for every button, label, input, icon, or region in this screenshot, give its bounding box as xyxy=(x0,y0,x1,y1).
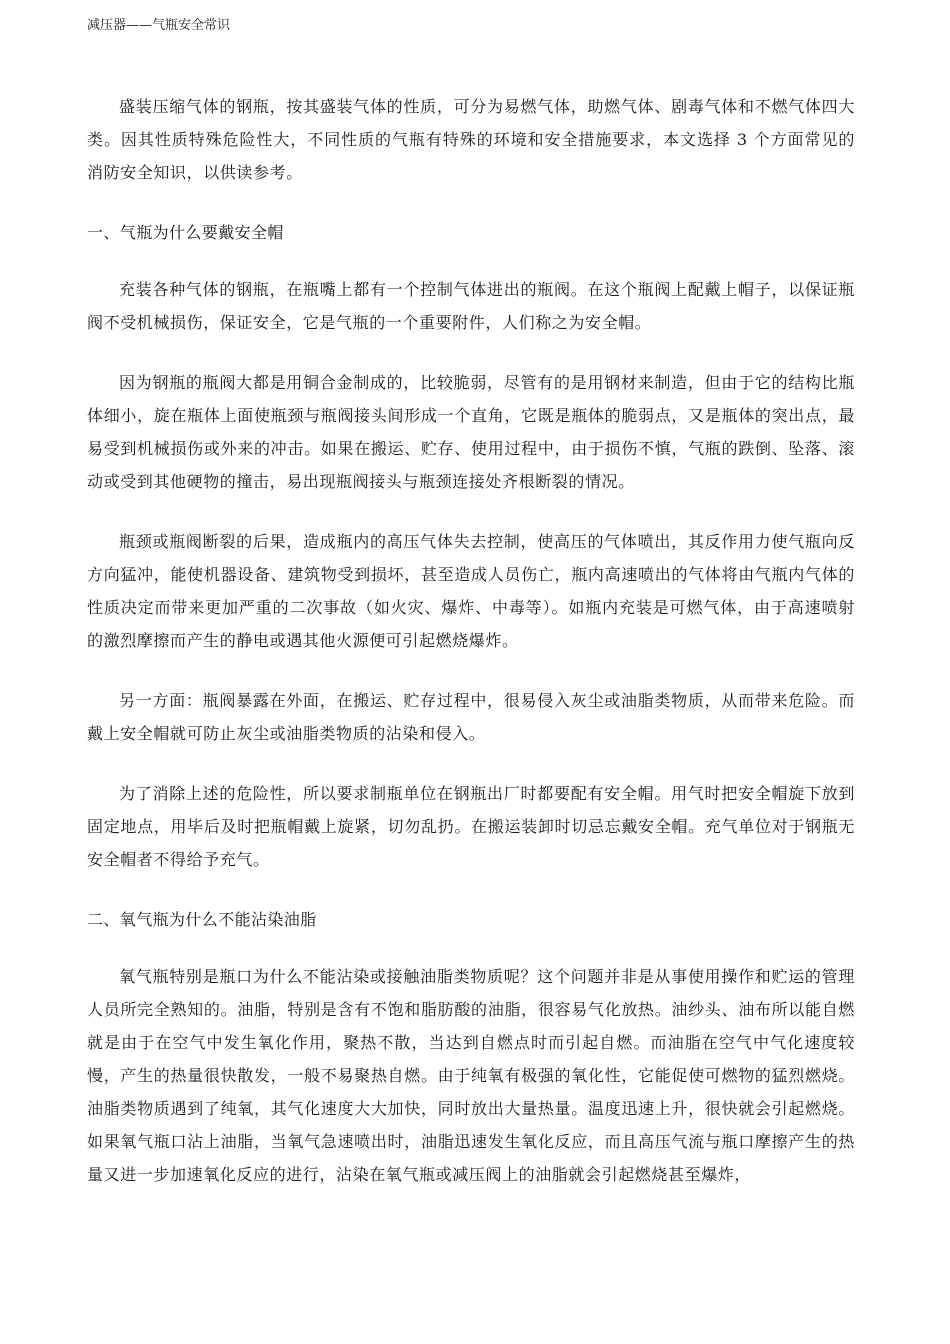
section1-paragraph-4: 另一方面：瓶阀暴露在外面，在搬运、贮存过程中，很易侵入灰尘或油脂类物质，从而带来危险。而戴上安全帽就可防止灰尘或油脂类物质的沾染和侵入。 xyxy=(87,691,855,743)
section1-paragraph-1: 充装各种气体的钢瓶，在瓶嘴上都有一个控制气体进出的瓶阀。在这个瓶阀上配戴上帽子，以保证瓶阀不受机械损伤，保证安全，它是气瓶的一个重要附件，人们称之为安全帽。 xyxy=(87,280,855,332)
section1-paragraph-5: 为了消除上述的危险性，所以要求制瓶单位在钢瓶出厂时都要配有安全帽。用气时把安全帽旋下放到固定地点，用毕后及时把瓶帽戴上旋紧，切勿乱扔。在搬运装卸时切忌忘戴安全帽。充气单位对于钢瓶无安全帽者不得给予充气。 xyxy=(87,784,855,869)
section-heading-1: 一、气瓶为什么要戴安全帽 xyxy=(87,223,284,242)
section1-paragraph-2: 因为钢瓶的瓶阀大都是用铜合金制成的，比较脆弱，尽管有的是用钢材来制造，但由于它的结构比瓶体细小，旋在瓶体上面使瓶颈与瓶阀接头间形成一个直角，它既是瓶体的脆弱点，又是瓶体的突出点，最易受到机械损伤或外来的冲击。如果在搬运、贮存、使用过程中，由于损伤不慎，气瓶的跌倒、坠落、滚动或受到其他硬物的撞击，易出现瓶阀接头与瓶颈连接处齐根断裂的情况。 xyxy=(87,373,855,491)
intro-paragraph: 盛装压缩气体的钢瓶，按其盛装气体的性质，可分为易燃气体，助燃气体、剧毒气体和不燃气体四大类。因其性质特殊危险性大，不同性质的气瓶有特殊的环境和安全措施要求，本文选择 3 个方面常见的消防安全知识，以供读参考。 xyxy=(87,97,855,182)
section2-paragraph-1: 氧气瓶特别是瓶口为什么不能沾染或接触油脂类物质呢？这个问题并非是从事使用操作和贮运的管理人员所完全熟知的。油脂，特别是含有不饱和脂肪酸的油脂，很容易气化放热。油纱头、油布所以能自燃就是由于在空气中发生氧化作用，聚热不散，当达到自燃点时而引起自燃。而油脂在空气中气化速度较慢，产生的热量很快散发，一般不易聚热自燃。由于纯氧有极强的氧化性，它能促使可燃物的猛烈燃烧。油脂类物质遇到了纯氧，其气化速度大大加快，同时放出大量热量。温度迅速上升，很快就会引起燃烧。如果氧气瓶口沾上油脂，当氧气急速喷出时，油脂迅速发生氧化反应，而且高压气流与瓶口摩擦产生的热量又进一步加速氧化反应的进行，沾染在氧气瓶或减压阀上的油脂就会引起燃烧甚至爆炸， xyxy=(87,967,855,1184)
section-heading-2: 二、氧气瓶为什么不能沾染油脂 xyxy=(87,910,317,929)
section1-paragraph-3: 瓶颈或瓶阀断裂的后果，造成瓶内的高压气体失去控制，使高压的气体喷出，其反作用力使气瓶向反方向猛冲，能使机器设备、建筑物受到损坏，甚至造成人员伤亡，瓶内高速喷出的气体将由气瓶内气体的性质决定而带来更加严重的二次事故（如火灾、爆炸、中毒等）。如瓶内充装是可燃气体，由于高速喷射的激烈摩擦而产生的静电或遇其他火源便可引起燃烧爆炸。 xyxy=(87,532,855,650)
running-header: 减压器——气瓶安全常识 xyxy=(87,18,231,33)
document-body xyxy=(87,90,855,1218)
